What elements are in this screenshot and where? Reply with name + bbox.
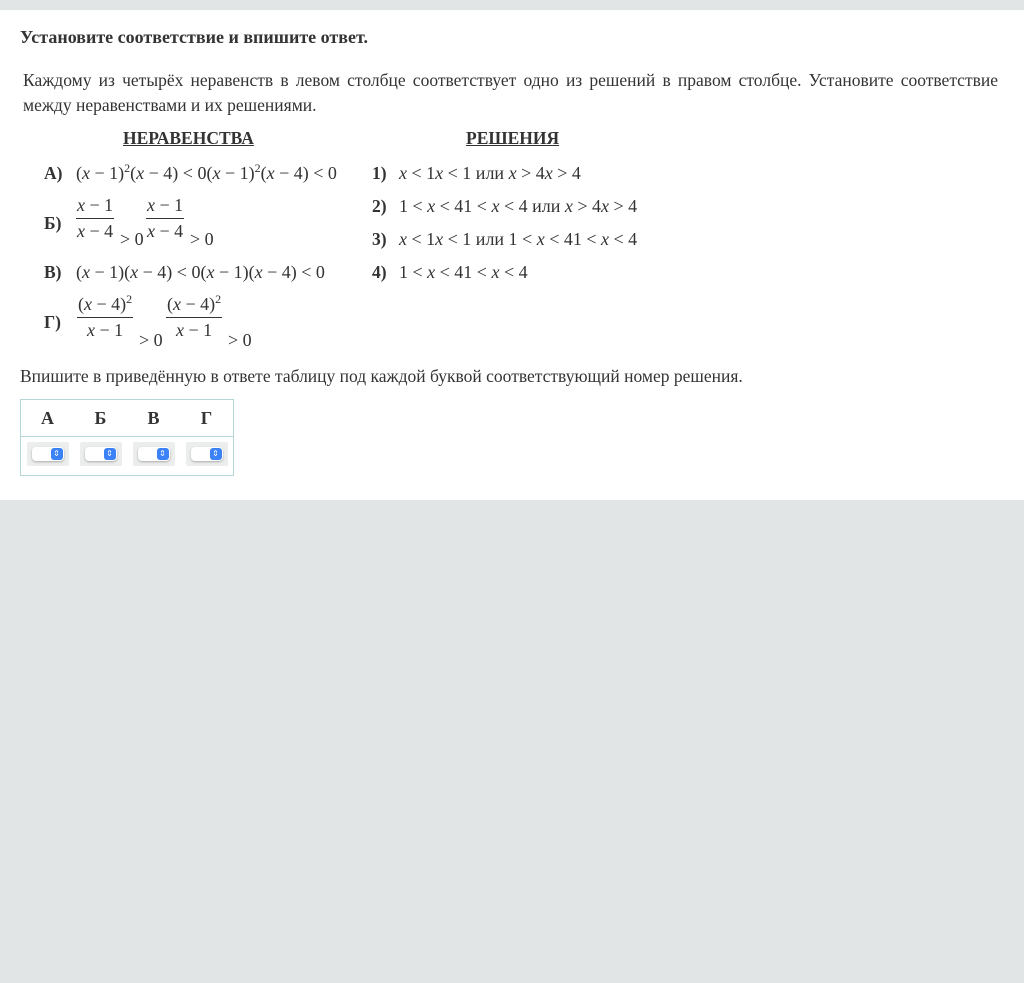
solution-label-1: 1) bbox=[372, 163, 387, 183]
math-exponent: 2 bbox=[124, 161, 131, 175]
solution-label-3: 3) bbox=[372, 229, 387, 249]
inequality-label-a: А) bbox=[44, 163, 63, 183]
answer-select-b[interactable] bbox=[80, 442, 122, 466]
solution-3: x < 1x < 1 или 1 < x < 41 < x < 4 bbox=[399, 229, 638, 249]
answer-select-v[interactable] bbox=[133, 442, 175, 466]
solution-label-4: 4) bbox=[372, 262, 387, 282]
fraction bbox=[77, 294, 133, 341]
inequality-v: (x − 1)(x − 4) < 0(x − 1)(x − 4) < 0 bbox=[76, 262, 325, 282]
math-exponent: 2 bbox=[254, 161, 261, 175]
inequalities-header: НЕРАВЕНСТВА bbox=[123, 128, 254, 148]
column-header-a: А bbox=[21, 400, 75, 437]
numerator: x − 1 bbox=[76, 195, 114, 219]
fraction bbox=[146, 195, 184, 242]
answer-select-g[interactable] bbox=[186, 442, 228, 466]
relation: > 0 bbox=[190, 229, 214, 249]
fraction bbox=[166, 294, 222, 341]
relation: > 0 bbox=[120, 229, 144, 249]
answer-instruction: Впишите в приведённую в ответе таблицу под каждой буквой соответствующий номер решения. bbox=[20, 366, 743, 386]
denominator: x − 1 bbox=[176, 320, 213, 340]
select-arrows-icon: ⇕ bbox=[157, 448, 169, 460]
denominator: x − 1 bbox=[87, 320, 124, 340]
select-arrows-icon: ⇕ bbox=[210, 448, 222, 460]
inequality-label-v: В) bbox=[44, 262, 62, 282]
task-description: Каждому из четырёх неравенств в левом столбце соответствует одно из решений в правом столбце. Установите соответствие между неравенствами и их решениями. bbox=[23, 70, 998, 115]
relation: > 0 bbox=[139, 330, 163, 350]
math-exponent: 2 bbox=[215, 292, 222, 306]
solution-2: 1 < x < 41 < x < 4 или x > 4x > 4 bbox=[399, 196, 638, 216]
denominator: x − 4 bbox=[77, 221, 114, 241]
inequality-label-g: Г) bbox=[44, 312, 61, 332]
column-header-g: Г bbox=[180, 400, 234, 437]
solution-4: 1 < x < 41 < x < 4 bbox=[399, 262, 528, 282]
task-title: Установите соответствие и впишите ответ. bbox=[20, 27, 368, 47]
select-arrows-icon: ⇕ bbox=[51, 448, 63, 460]
relation: > 0 bbox=[228, 330, 252, 350]
math-part: (x − 4) < 0(x − 1) bbox=[130, 163, 255, 183]
solutions-header: РЕШЕНИЯ bbox=[466, 128, 560, 148]
inequality-label-b: Б) bbox=[44, 213, 62, 233]
inequality-a bbox=[76, 163, 337, 184]
fraction bbox=[76, 195, 114, 242]
numerator: (x − 4) bbox=[78, 294, 127, 314]
column-header-b: Б bbox=[74, 400, 127, 437]
answer-table bbox=[20, 399, 234, 476]
column-header-v: В bbox=[127, 400, 180, 437]
solution-label-2: 2) bbox=[372, 196, 387, 216]
answer-select-a[interactable] bbox=[27, 442, 69, 466]
math-part: (x − 4) < 0 bbox=[260, 163, 337, 183]
math-exponent: 2 bbox=[126, 292, 133, 306]
select-arrows-icon: ⇕ bbox=[104, 448, 116, 460]
denominator: x − 4 bbox=[147, 221, 184, 241]
math-part: (x − 1) bbox=[76, 163, 125, 183]
task-panel bbox=[0, 10, 1024, 500]
numerator: (x − 4) bbox=[167, 294, 216, 314]
numerator: x − 1 bbox=[146, 195, 184, 219]
solution-1: x < 1x < 1 или x > 4x > 4 bbox=[399, 163, 581, 183]
